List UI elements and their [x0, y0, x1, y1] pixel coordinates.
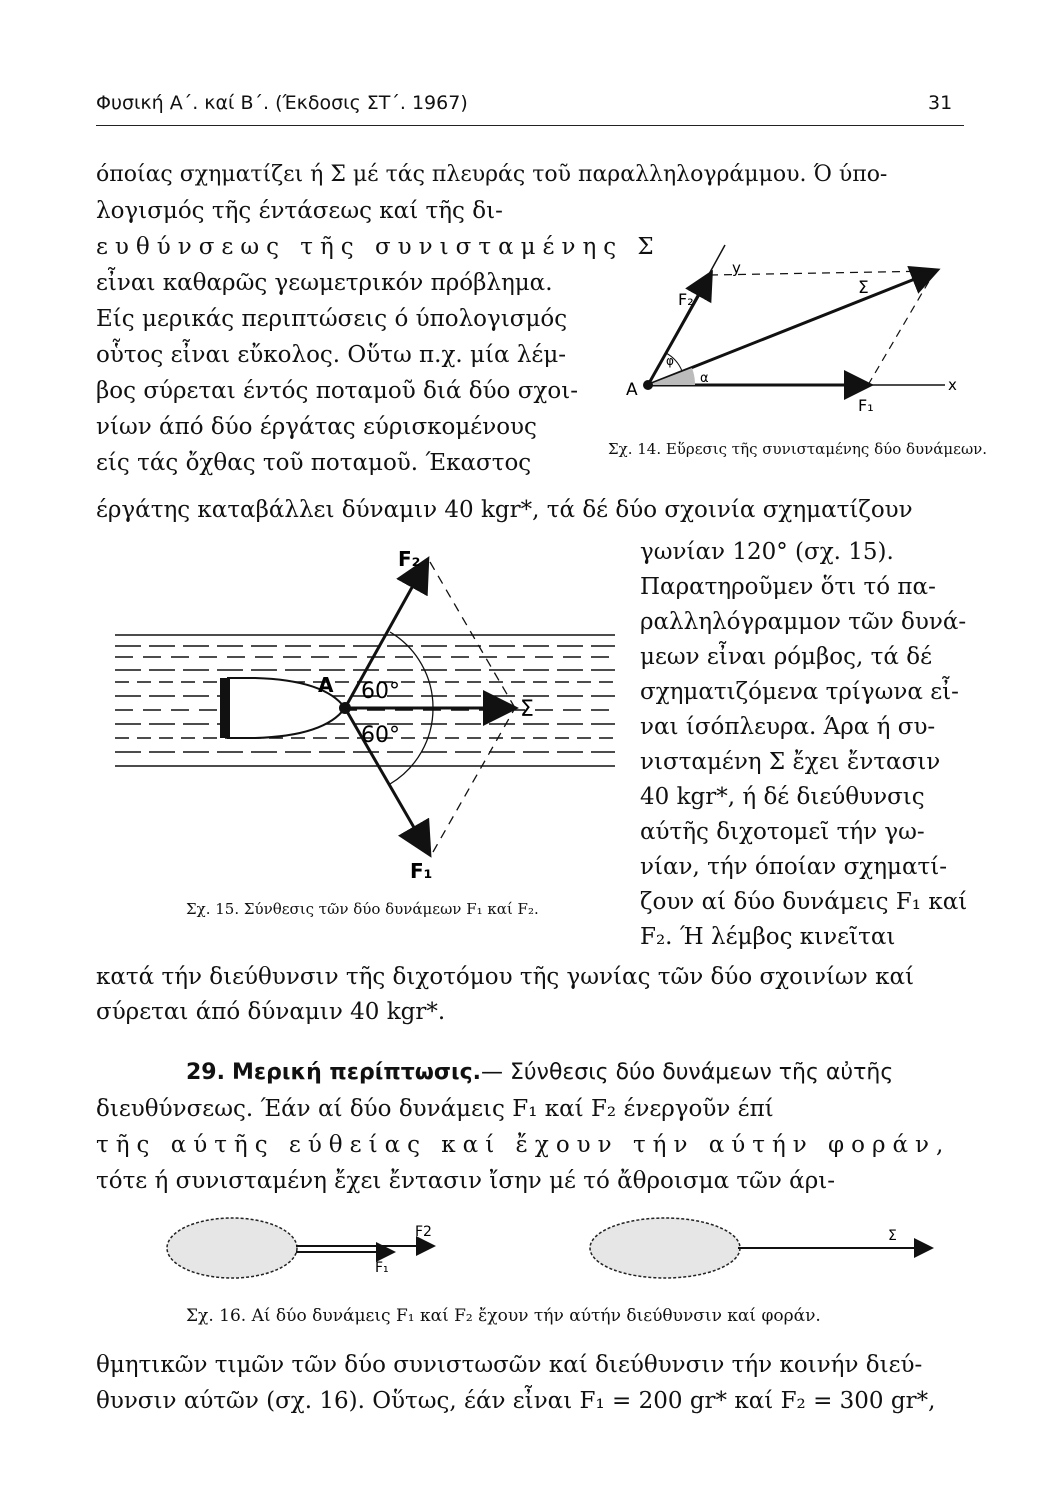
text-line: νισταμένη Σ ἔχει ἔντασιν	[640, 749, 941, 775]
figure-14-caption: Σχ. 14. Εὕρεσις τῆς συνισταμένης δύο δυνάμεων.	[608, 440, 988, 458]
section-number: 29.	[186, 1060, 225, 1085]
section-29-first-line	[186, 1058, 893, 1088]
label-x: x	[948, 376, 957, 394]
text-line: F₂. Ή λέμβος κινεῖται	[640, 924, 896, 950]
point-a	[643, 380, 653, 390]
text-line: εἶναι καθαρῶς γεωμετρικόν πρόβλημα.	[96, 270, 553, 296]
text-line: τότε ή συνισταμένη ἔχει ἔντασιν ἴσην μέ τό ἄθροισμα τῶν άρι-	[96, 1168, 836, 1194]
text-line: νίαν, τήν όποίαν σχηματί-	[640, 854, 947, 880]
text-line: γωνίαν 120° (σχ. 15).	[640, 539, 894, 565]
label-f1: F₁	[410, 859, 433, 883]
right-boat	[590, 1218, 930, 1278]
label-alpha: α	[700, 371, 709, 386]
label-sigma: Σ	[520, 697, 534, 722]
text-line: είς τάς ὄχθας τοῦ ποταμοῦ. Έκαστος	[96, 450, 532, 476]
label-angle-bottom: 60°	[361, 723, 400, 748]
label-f1: F₁	[858, 396, 874, 415]
label-f2: F₂	[678, 290, 694, 309]
text-line: 40 kgr*, ή δέ διεύθυνσις	[640, 784, 925, 810]
text-line: θυνσιν αύτῶν (σχ. 16). Οὕτως, έάν εἶναι F₁ = 200 gr* καί F₂ = 300 gr*,	[96, 1388, 936, 1414]
label-phi: φ	[666, 354, 674, 368]
text-line: σχηματιζόμενα τρίγωνα εἶ-	[640, 679, 959, 705]
boat-stern	[220, 678, 230, 738]
section-subheading: — Σύνθεσις δύο δυνάμεων τῆς αὐτῆς	[481, 1060, 894, 1085]
text-line: ζουν αί δύο δυνάμεις F₁ καί	[640, 889, 968, 915]
label-f1: F₁	[375, 1260, 389, 1276]
label-f2: F2	[415, 1224, 432, 1240]
text-line: τῆς αύτῆς εύθείας καί ἔχουν τήν αύτήν φοράν,	[96, 1132, 951, 1158]
label-angle-top: 60°	[361, 679, 400, 704]
text-line: λογισμός τῆς έντάσεως καί τῆς δι-	[96, 198, 503, 224]
text-line: μεων εἶναι ρόμβος, τά δέ	[640, 644, 932, 670]
text-line: θμητικῶν τιμῶν τῶν δύο συνιστωσῶν καί διεύθυνσιν τήν κοινήν διεύ-	[96, 1352, 923, 1378]
label-y: y	[732, 259, 741, 277]
text-line: νίων άπό δύο έργάτας εύρισκομένους	[96, 414, 537, 440]
left-boat	[167, 1218, 432, 1278]
point-a	[339, 702, 351, 714]
text-line: Παρατηροῦμεν ὅτι τό πα-	[640, 574, 936, 600]
page-number: 31	[928, 92, 953, 114]
text-line: διευθύνσεως. Έάν αί δύο δυνάμεις F₁ καί F₂ ένεργοῦν έπί	[96, 1096, 774, 1122]
label-a: A	[626, 380, 638, 400]
label-f2: F₂	[398, 547, 421, 571]
text-line: βος σύρεται έντός ποταμοῦ διά δύο σχοι-	[96, 378, 578, 404]
figure-15	[115, 540, 635, 890]
label-a: A	[318, 673, 334, 697]
dashed-edge	[433, 708, 515, 852]
section-heading: Μερική περίπτωσις.	[231, 1060, 482, 1085]
text-line: όποίας σχηματίζει ή Σ μέ τάς πλευράς τοῦ παραλληλογράμμου. Ό ύπο-	[96, 162, 888, 187]
text-line: οὗτος εἶναι εὔκολος. Οὕτω π.χ. μία λέμ-	[96, 342, 567, 368]
label-sigma: Σ	[858, 278, 869, 298]
text-line: ραλληλόγραμμον τῶν δυνά-	[640, 609, 967, 635]
text-line: Είς μερικάς περιπτώσεις ό ύπολογισμός	[96, 306, 568, 332]
text-line: ευθύνσεως τῆς συνισταμένης Σ	[96, 234, 661, 260]
text-line: έργάτης καταβάλλει δύναμιν 40 kgr*, τά δέ δύο σχοινία σχηματίζουν	[96, 497, 913, 523]
figure-15-caption: Σχ. 15. Σύνθεσις τῶν δύο δυνάμεων F₁ καί F₂.	[186, 900, 539, 918]
header-rule	[96, 125, 964, 126]
text-line: κατά τήν διεύθυνσιν τῆς διχοτόμου τῆς γωνίας τῶν δύο σχοινίων καί	[96, 964, 915, 990]
text-line: σύρεται άπό δύναμιν 40 kgr*.	[96, 999, 446, 1025]
dashed-edge	[868, 271, 935, 385]
dashed-edge	[710, 271, 935, 275]
text-line: αύτῆς διχοτομεῖ τήν γω-	[640, 819, 925, 845]
label-sigma: Σ	[888, 1228, 897, 1244]
running-header: Φυσική Α΄. καί Β΄. (Έκδοσις ΣΤ΄. 1967)	[96, 92, 468, 114]
figure-14	[600, 225, 970, 425]
text-line: ναι ίσόπλευρα. Άρα ή συ-	[640, 714, 936, 740]
resultant-vector	[648, 271, 935, 385]
figure-16-caption: Σχ. 16. Αί δύο δυνάμεις F₁ καί F₂ ἔχουν τήν αύτήν διεύθυνσιν καί φοράν.	[186, 1306, 821, 1326]
figure-16	[160, 1210, 940, 1290]
